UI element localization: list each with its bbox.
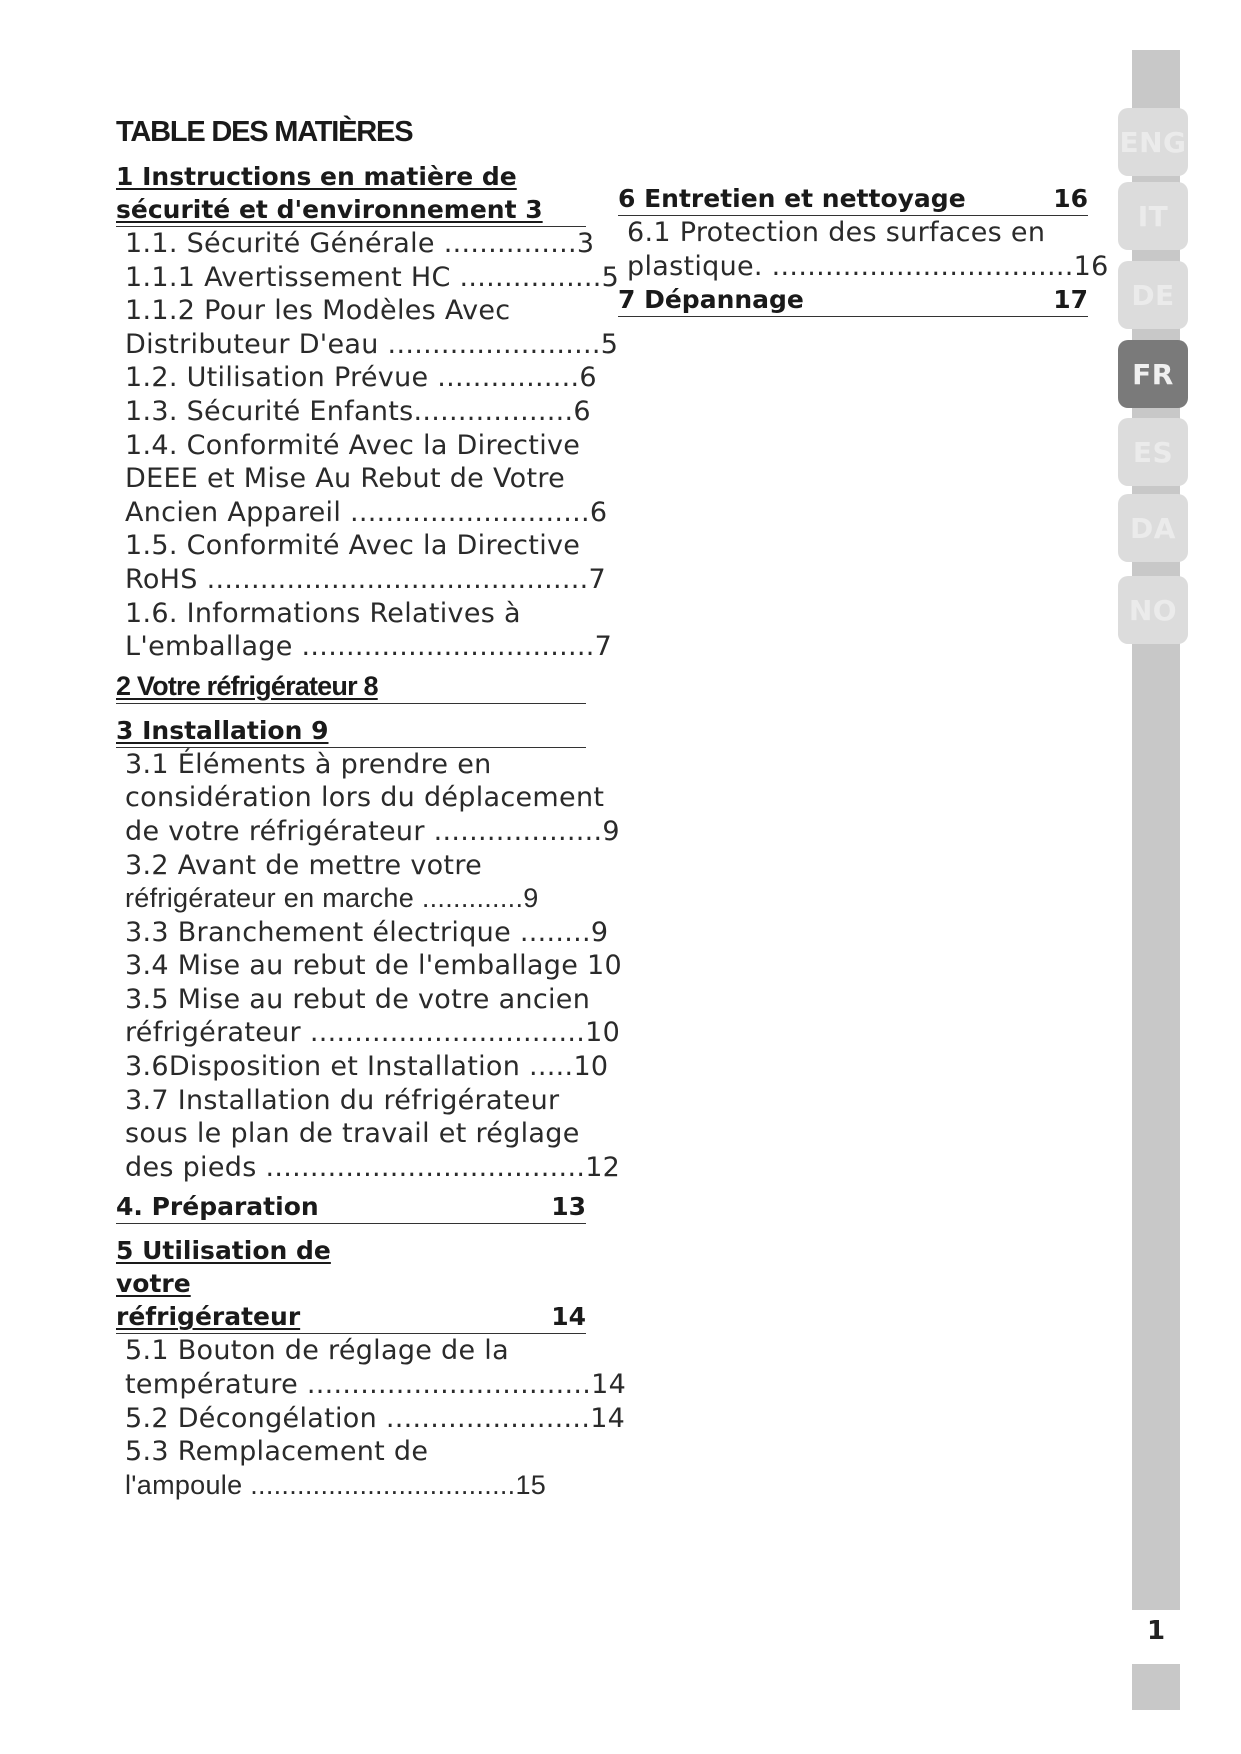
lang-tab-no[interactable]: NO xyxy=(1118,576,1188,644)
toc-section-5-line1[interactable] xyxy=(116,1234,406,1300)
toc-entry[interactable]: sous le plan de travail et réglage xyxy=(125,1118,580,1150)
toc-entry[interactable]: 1.4. Conformité Avec la Directive xyxy=(125,429,581,461)
lang-tab-eng[interactable]: ENG xyxy=(1118,108,1188,176)
toc-entry[interactable]: 6.1 Protection des surfaces en xyxy=(627,217,1046,248)
toc-entry[interactable]: l'ampoule ..................................15 xyxy=(125,1469,547,1500)
section-label: sécurité et d'environnement 3 xyxy=(116,195,543,224)
toc-entry[interactable]: 1.2. Utilisation Prévue ................6 xyxy=(125,362,597,394)
toc-entry[interactable]: L'emballage .................................7 xyxy=(125,631,613,663)
lang-tab-es[interactable]: ES xyxy=(1118,418,1188,486)
page-title: TABLE DES MATIÈRES xyxy=(116,116,413,148)
toc-entry[interactable]: Ancien Appareil ...........................6 xyxy=(125,496,608,528)
toc-entry[interactable]: 3.3 Branchement électrique ........9 xyxy=(125,916,609,948)
toc-entry[interactable]: 1.1.1 Avertissement HC ................5 xyxy=(125,261,620,293)
section-label: 6 Entretien et nettoyage xyxy=(618,184,966,213)
section-page: 17 xyxy=(1053,285,1088,315)
toc-entry[interactable]: 5.1 Bouton de réglage de la xyxy=(125,1335,509,1367)
lang-tab-de[interactable]: DE xyxy=(1118,261,1188,329)
section-page: 13 xyxy=(551,1192,586,1222)
toc-left-column xyxy=(116,160,627,1502)
toc-entry[interactable]: 1.1. Sécurité Générale ...............3 xyxy=(125,228,595,259)
section-label: 5 Utilisation de votre xyxy=(116,1236,331,1299)
toc-entry[interactable]: DEEE et Mise Au Rebut de Votre xyxy=(125,463,566,495)
footer-block xyxy=(1132,1664,1180,1710)
section-label: réfrigérateur xyxy=(116,1302,301,1332)
toc-section-6[interactable] xyxy=(618,182,1088,216)
toc-section-1-line2[interactable] xyxy=(116,193,586,227)
toc-entry[interactable]: 3.1 Éléments à prendre en xyxy=(125,748,492,780)
toc-entry[interactable]: plastique. ..................................16 xyxy=(627,250,1109,282)
section-label: 2 Votre réfrigérateur 8 xyxy=(116,670,378,701)
toc-section-6-entries xyxy=(618,216,1109,283)
toc-entry[interactable]: de votre réfrigérateur ...................9 xyxy=(125,815,620,847)
toc-section-3-entries xyxy=(116,748,622,1185)
toc-entry[interactable]: 3.2 Avant de mettre votre xyxy=(125,849,483,881)
toc-entry[interactable]: 5.2 Décongélation .......................14 xyxy=(125,1402,626,1434)
toc-entry[interactable]: 3.4 Mise au rebut de l'emballage 10 xyxy=(125,950,622,982)
toc-entry[interactable]: des pieds ....................................12 xyxy=(125,1151,621,1183)
toc-section-7[interactable] xyxy=(618,283,1088,317)
lang-tab-da[interactable]: DA xyxy=(1118,494,1188,562)
section-label: 3 Installation 9 xyxy=(116,715,329,745)
toc-entry[interactable]: RoHS ...........................................7 xyxy=(125,563,607,595)
section-page: 16 xyxy=(1053,184,1088,213)
toc-section-5-entries xyxy=(116,1334,627,1502)
page-number: 1 xyxy=(1138,1614,1174,1648)
toc-entry[interactable]: 3.6Disposition et Installation .....10 xyxy=(125,1051,609,1083)
toc-entry[interactable]: Distributeur D'eau ........................5 xyxy=(125,328,619,360)
toc-entry[interactable]: considération lors du déplacement xyxy=(125,782,605,814)
toc-entry[interactable]: température ................................14 xyxy=(125,1369,627,1401)
toc-entry[interactable]: 1.5. Conformité Avec la Directive xyxy=(125,530,581,562)
toc-entry[interactable]: 3.7 Installation du réfrigérateur xyxy=(125,1084,560,1116)
toc-section-2[interactable] xyxy=(116,670,586,704)
toc-entry[interactable]: réfrigérateur ...............................10 xyxy=(125,1017,621,1049)
toc-entry[interactable]: 1.1.2 Pour les Modèles Avec xyxy=(125,295,511,327)
toc-entry[interactable]: 5.3 Remplacement de xyxy=(125,1436,429,1468)
toc-section-4[interactable] xyxy=(116,1190,586,1224)
section-label: 1 Instructions en matière de xyxy=(116,162,517,191)
section-page: 14 xyxy=(551,1302,586,1332)
toc-entry[interactable]: 1.3. Sécurité Enfants..................6 xyxy=(125,395,591,427)
toc-section-1-entries xyxy=(116,227,620,664)
toc-entry[interactable]: 3.5 Mise au rebut de votre ancien xyxy=(125,983,591,1015)
toc-right-column xyxy=(618,182,1109,317)
toc-section-5-line2[interactable] xyxy=(116,1300,586,1334)
section-label: 4. Préparation xyxy=(116,1192,319,1222)
toc-section-1-line1[interactable] xyxy=(116,160,526,193)
toc-entry[interactable]: réfrigérateur en marche .............9 xyxy=(125,883,539,914)
toc-entry[interactable]: 1.6. Informations Relatives à xyxy=(125,597,521,629)
section-label: 7 Dépannage xyxy=(618,285,804,315)
lang-tab-it[interactable]: IT xyxy=(1118,182,1188,250)
toc-section-3[interactable] xyxy=(116,714,586,748)
lang-tab-fr[interactable]: FR xyxy=(1118,340,1188,408)
